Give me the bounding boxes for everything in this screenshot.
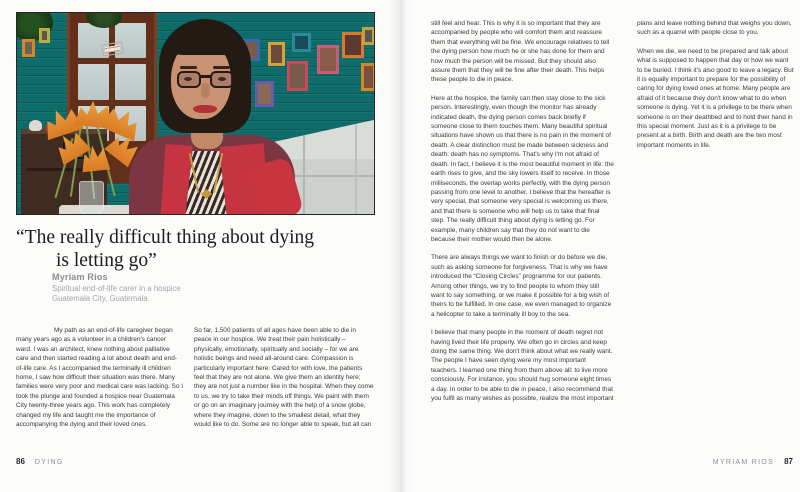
lips <box>193 105 217 113</box>
photo-frame <box>362 27 375 45</box>
left-column-2 <box>194 326 374 438</box>
photo-frame <box>317 45 339 74</box>
photo-frame <box>255 81 274 107</box>
cabinet-item <box>29 120 42 131</box>
eyebrow <box>213 66 230 69</box>
left-column-1 <box>16 326 183 438</box>
photo-frame <box>287 61 308 91</box>
author-location: Guatemala City, Guatemala <box>52 294 148 303</box>
small-wall-frame <box>39 28 50 43</box>
woman-bangs <box>169 31 241 55</box>
author-role: Spiritual end-of-life carer in a hospice <box>52 284 181 293</box>
glasses <box>177 71 201 88</box>
photo-frame <box>361 63 375 91</box>
pull-quote-line2: is letting go” <box>56 250 157 271</box>
small-wall-frame <box>22 39 35 57</box>
body-paragraph: There are always things we want to finish or do before we die, such as asking someone for forgiveness. That is why we have introduced the “Closing Circles” programme for our patients. Among other things, we try to find people to whom they still want to say something, or we make it possible for a big wish of theirs to be fulfilled. In one case, we even managed to organize a helicopter to take a terminally ill boy to the sea. <box>431 254 612 318</box>
body-paragraph: still feel and hear. This is why it is so important that they are accompanied by people who will comfort them and reassure them that everything will be fine. We encourage relatives to tell the dying person how much he or she has done for them and how much the person will be missed. But they should also assure them that they will be fine after their death. This helps these people to die in peace. <box>431 20 610 84</box>
hospice-portrait-photo <box>16 12 375 215</box>
section-label: MYRIAM RIOS <box>712 459 775 466</box>
photo-frame <box>342 32 364 58</box>
page-number: 86 <box>16 457 25 466</box>
right-column-2 <box>637 19 794 159</box>
body-paragraph: I believe that many people in the moment of death regret not having lived their life properly. We often go in circles and keep doing the same thing. We don't think about what we really want. The people I have seen dying were my most important teachers. I learned one thing from them above all: to live more consciously. For instance, you should hug someone eight times a day. In order to be able to die in peace, I also recommend that you fulfil as many wishes as possible, realize the most important <box>431 329 614 403</box>
page-fold <box>388 0 414 492</box>
photo-frame <box>268 42 285 66</box>
body-paragraph: So far, 1,500 patients of all ages have been able to die in peace in our hospice. We treat their pain holistically – physically, emotionally, spiritually and socially – for we are holistic beings and need all-around care. Compassion is particularly important here. Cared for with love, the patients feel that they are not alone. We give them an identity here; they are not just a number like in the hospital. When they come to us, we try to take their minds off things. We paint with them or go on an imaginary journey with the help of a snow globe, where they imagine, down to the smallest detail, what they would like to do. Some are no longer able to speak, but all can <box>194 327 374 429</box>
right-page-footer <box>713 457 793 466</box>
right-column-1 <box>431 19 614 412</box>
glass-vase <box>79 181 104 215</box>
glasses-bridge <box>199 75 212 78</box>
nose <box>201 83 210 98</box>
pull-quote <box>16 226 362 272</box>
body-paragraph: plans and leave nothing behind that weighs you down, such as a quarrel with people close to you. <box>637 20 792 37</box>
body-paragraph: My path as an end-of-life caregiver began many years ago as a volunteer in a children's cancer ward. I was an architect, knew nothing about palliative care and then started reading a lot about death and end-of-life care. As I accompanied the terminally ill children home, I saw how difficult their situation was there. Many families were very poor and medical care was lacking. So I took the plunge and founded a hospice near Guatemala City twenty-three years ago. This work has completely changed my life and taught me the importance of accompanying the dying and their loved ones. <box>16 327 183 429</box>
pull-quote-line1: “The really difficult thing about dying <box>16 227 315 248</box>
page-number: 87 <box>784 457 793 466</box>
glasses <box>210 71 234 88</box>
section-label: DYING <box>34 459 64 466</box>
photo-frame <box>292 33 311 52</box>
eyebrow <box>180 66 197 69</box>
body-paragraph: Here at the hospice, the family can then stay close to the sick person. Interestingly, even though the monitor has already indicated death, the dying person comes back briefly if someone close to them touches them. Many beautiful spiritual situations have shown us that there is no pain in the moment of death. A clear distinction must be made between sickness and death: death has no symptoms. That's why I'm not afraid of death. In fact, I believe it is the most beautiful moment in life: the earth rises to give, and the sky lowers itself to receive. In those milliseconds, the overlap works perfectly, with the dying person passing from one level to another. I believe that the hereafter is very special, that someone very special is welcoming us there, and that there is someone who will help us to take that final step. The really difficult thing about dying is letting go. For example, many children say that they do not want to die because their mother would then be alone. <box>431 94 614 243</box>
byline <box>52 272 181 304</box>
author-name: Myriam Rios <box>52 272 108 282</box>
body-paragraph: When we die, we need to be prepared and talk about what is supposed to happen that day or how we want to be buried. I think it's also good to leave a legacy. But it is equally important to prepare for the possibility of caring for dying loved ones at home. Many people are afraid of it because they don't know what to do when someone is dying. Yet it is a privilege to be there when someone is on their deathbed and to hold their hand in this special moment. Just as it is a privilege to be present at a birth. Birth and death are the two most important moments in life. <box>637 47 794 149</box>
left-page-footer <box>16 457 64 466</box>
